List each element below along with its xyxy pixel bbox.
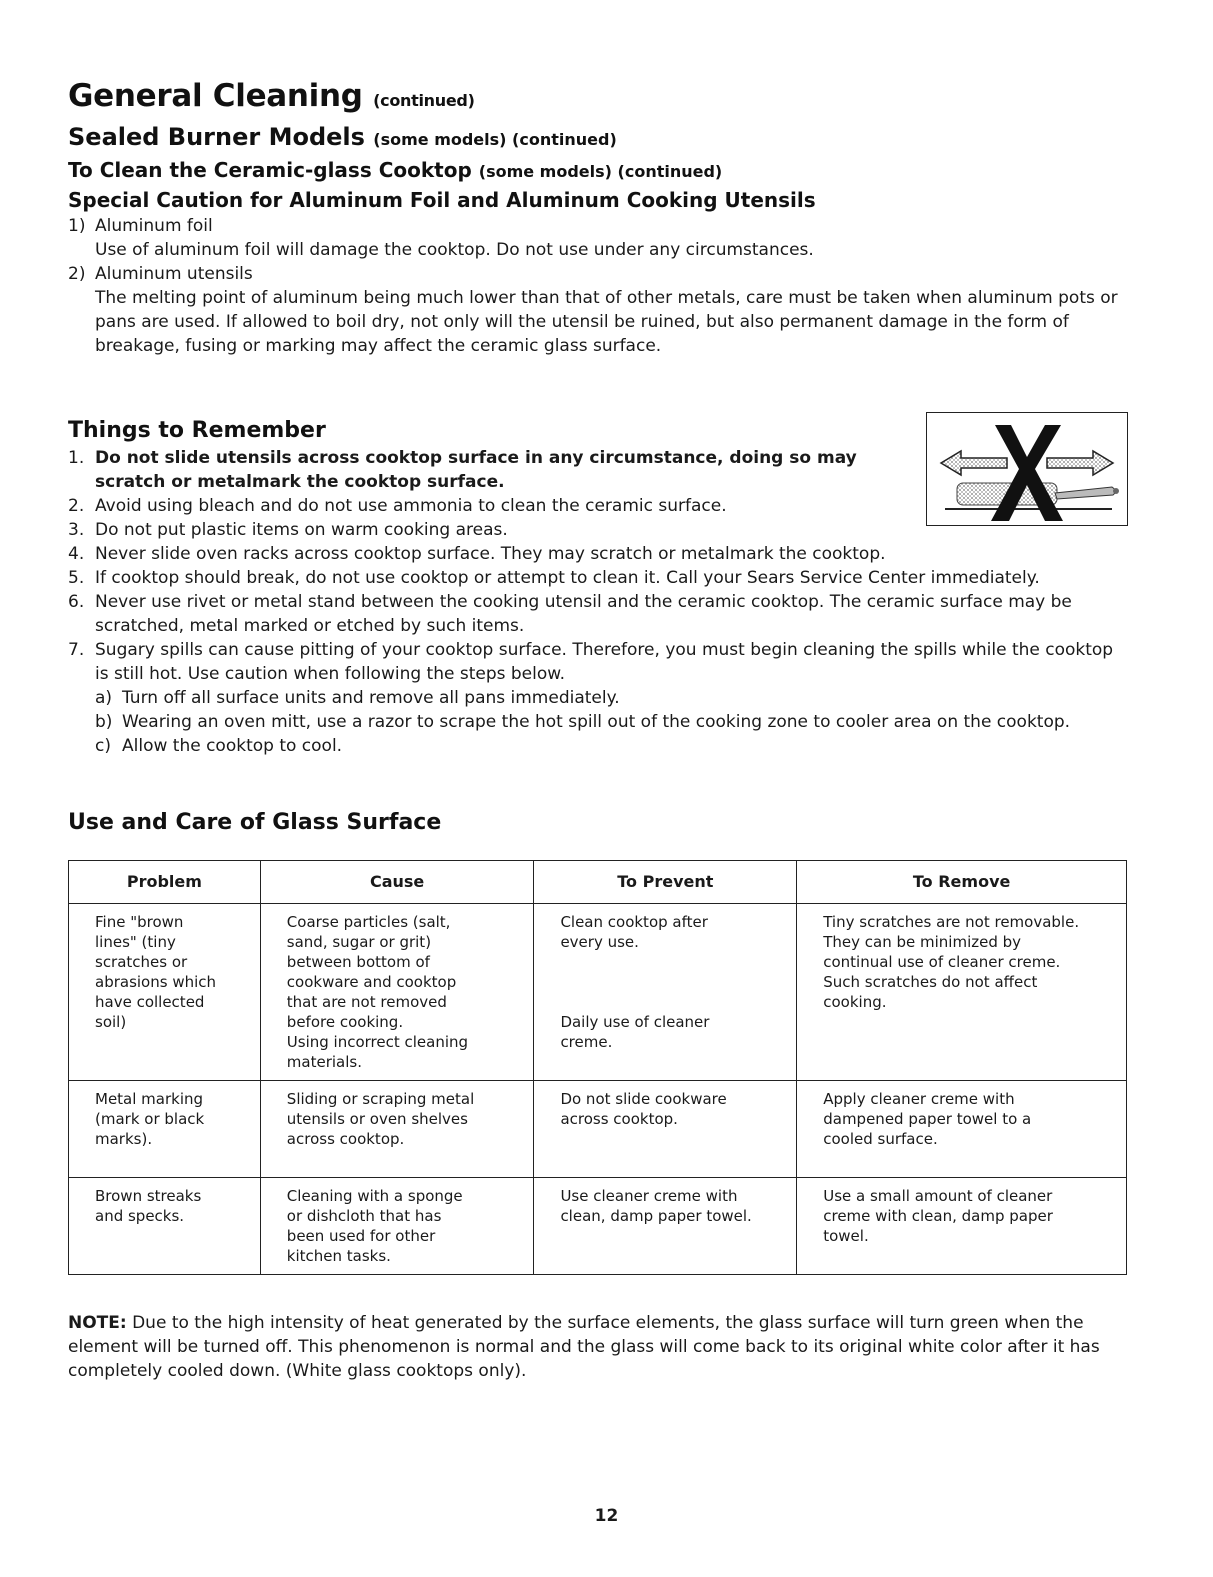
no-slide-illustration: [926, 412, 1128, 526]
cell-prevent: Use cleaner creme with clean, damp paper towel.: [534, 1178, 797, 1275]
cell-remove: Apply cleaner creme with dampened paper towel to a cooled surface.: [797, 1081, 1127, 1178]
table-row: [69, 1178, 1127, 1275]
sub-list-item: c) Allow the cooktop to cool.: [95, 736, 343, 756]
table-row: [69, 1081, 1127, 1178]
no-slide-pan-icon: [927, 413, 1127, 525]
caution-item-title: Aluminum foil: [95, 216, 213, 236]
list-item: 4. Never slide oven racks across cooktop surface. They may scratch or metalmark the cooktop.: [68, 544, 886, 564]
note-label: NOTE:: [68, 1313, 127, 1333]
cell-remove: Tiny scratches are not removable. They can be minimized by continual use of cleaner creme. Such scratches do not affect cooking.: [797, 904, 1127, 1081]
header-cause: Cause: [260, 861, 534, 904]
table-header-row: [69, 861, 1127, 904]
caution-list: [68, 214, 1128, 358]
list-item: 5. If cooktop should break, do not use cooktop or attempt to clean it. Call your Sears Service Center immediately.: [68, 568, 1040, 588]
cell-remove: Use a small amount of cleaner creme with clean, damp paper towel.: [797, 1178, 1127, 1275]
caution-item-text: Use of aluminum foil will damage the cooktop. Do not use under any circumstances.: [95, 240, 814, 260]
header-remove: To Remove: [797, 861, 1127, 904]
page-number: 12: [594, 1506, 619, 1526]
caution-title: Special Caution for Aluminum Foil and Aluminum Cooking Utensils: [68, 188, 816, 212]
caution-item-text: The melting point of aluminum being much lower than that of other metals, care must be taken when aluminum pots or pans are used. If allowed to boil dry, not only will the utensil be ruined, but also permanent damage in the form of breakage, fusing or marking may affect the ceramic glass surface.: [95, 288, 1118, 356]
header-problem: Problem: [69, 861, 261, 904]
cell-prevent: Do not slide cookware across cooktop.: [534, 1081, 797, 1178]
cell-cause: Coarse particles (salt, sand, sugar or grit) between bottom of cookware and cooktop that are not removed before cooking. Using incorrect cleaning materials.: [260, 904, 534, 1081]
note-paragraph: [68, 1311, 1128, 1383]
header-prevent: To Prevent: [534, 861, 797, 904]
care-title: Use and Care of Glass Surface: [68, 810, 442, 835]
cell-problem: Fine "brown lines" (tiny scratches or abrasions which have collected soil): [69, 904, 261, 1081]
list-item: 6. Never use rivet or metal stand between the cooking utensil and the ceramic cooktop. The ceramic surface may be scratched, metal marked or etched by such items.: [68, 592, 1072, 636]
page: [68, 76, 1128, 1400]
things-title: Things to Remember: [68, 418, 326, 443]
subsection-suffix: (some models) (continued): [478, 162, 723, 181]
section-title: Sealed Burner Models (some models) (continued): [68, 123, 617, 151]
table-row: [69, 904, 1127, 1081]
care-table: [68, 860, 1127, 1275]
section-suffix: (some models) (continued): [373, 130, 617, 149]
page-title: General Cleaning (continued): [68, 78, 475, 114]
subsection-title: To Clean the Ceramic-glass Cooktop (some models) (continued): [68, 158, 723, 182]
cell-problem: Metal marking (mark or black marks).: [69, 1081, 261, 1178]
cell-cause: Cleaning with a sponge or dishcloth that has been used for other kitchen tasks.: [260, 1178, 534, 1275]
title-suffix: (continued): [373, 91, 475, 110]
note-text: Due to the high intensity of heat generated by the surface elements, the glass surface will turn green when the element will be turned off. This phenomenon is normal and the glass will come back to its original white color after it has completely cooled down. (White glass cooktops only).: [68, 1313, 1100, 1381]
list-item: 1) Aluminum foil Use of aluminum foil will damage the cooktop. Do not use under any circumstances.: [68, 214, 1128, 262]
list-item: 2) Aluminum utensils The melting point of aluminum being much lower than that of other metals, care must be taken when aluminum pots or pans are used. If allowed to boil dry, not only will the utensil be ruined, but also permanent damage in the form of breakage, fusing or marking may affect the ceramic glass surface.: [68, 262, 1128, 358]
cell-problem: Brown streaks and specks.: [69, 1178, 261, 1275]
cell-prevent: Clean cooktop after every use. Daily use of cleaner creme.: [534, 904, 797, 1081]
caution-item-title: Aluminum utensils: [95, 264, 253, 284]
list-item: 3. Do not put plastic items on warm cooking areas.: [68, 520, 508, 540]
sub-list-item: b) Wearing an oven mitt, use a razor to scrape the hot spill out of the cooking zone to cooler area on the cooktop.: [95, 712, 1071, 732]
cell-cause: Sliding or scraping metal utensils or oven shelves across cooktop.: [260, 1081, 534, 1178]
sub-list: [95, 686, 1128, 758]
sub-list-item: a) Turn off all surface units and remove all pans immediately.: [95, 688, 620, 708]
list-item: 2. Avoid using bleach and do not use ammonia to clean the ceramic surface.: [68, 496, 727, 516]
list-item: 1. Do not slide utensils across cooktop surface in any circumstance, doing so may scratch or metalmark the cooktop surface.: [68, 448, 857, 492]
list-item: 7. Sugary spills can cause pitting of your cooktop surface. Therefore, you must begin cleaning the spills while the cooktop is still hot. Use caution when following the steps below. a) Turn off all surface units and remove all pans immediately. b) Wearing an oven mitt, use a razor to scrape the hot spill out of the cooking zone to cooler area on the cooktop. c) Allow the cooktop to cool.: [68, 638, 1128, 758]
